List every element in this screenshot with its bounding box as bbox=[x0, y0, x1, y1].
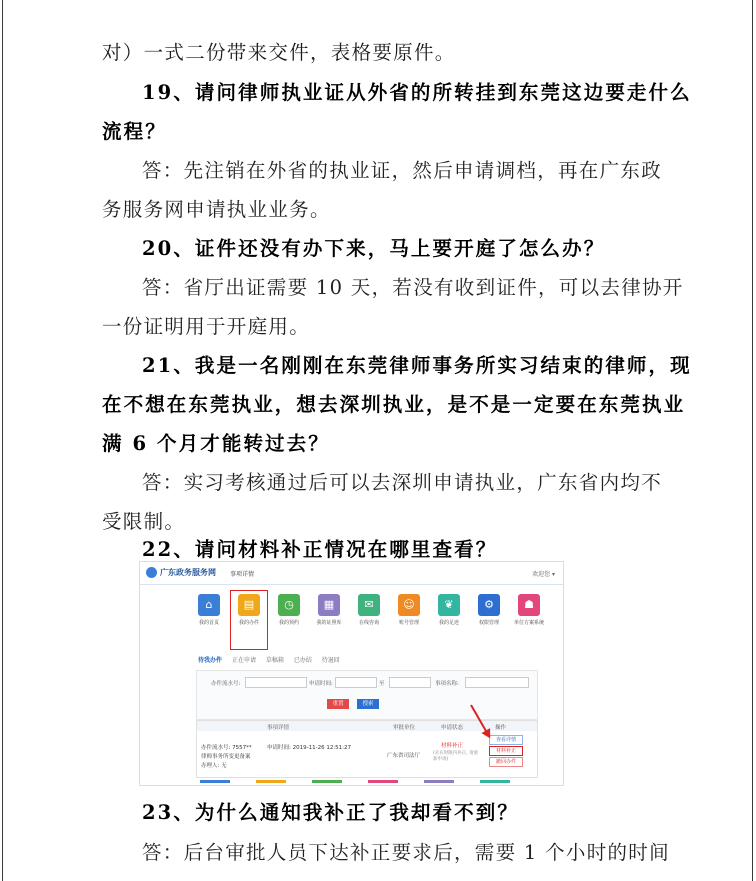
color-bar bbox=[200, 780, 230, 783]
filter-label: 至 bbox=[379, 681, 385, 687]
user-menu: 欢迎您 ▾ bbox=[532, 571, 555, 578]
footer-color-bars bbox=[200, 780, 540, 783]
highlight-box bbox=[230, 590, 268, 650]
footprint-icon: ❦ bbox=[438, 594, 460, 616]
tab-returned: 待退回 bbox=[321, 657, 340, 664]
row-unit: 广东省司法厅 bbox=[387, 753, 421, 759]
icon-footprint bbox=[430, 594, 468, 626]
icon-home bbox=[190, 594, 228, 626]
filter-label: 办件流水号: bbox=[211, 681, 241, 687]
withdraw-button: 撤回办件 bbox=[489, 757, 523, 767]
question-21-line2: 在不想在东莞执业，想去深圳执业，是不是一定要在东莞执业 bbox=[102, 393, 686, 416]
question-19-line1: 19、请问律师执业证从外省的所转挂到东莞这边要走什么 bbox=[142, 81, 692, 104]
text-line: 对）一式二份带来交件，表格要原件。 bbox=[102, 41, 456, 64]
row-time: 申请时间: 2019-11-26 12:51:27 bbox=[267, 745, 352, 751]
breadcrumb: 事项详情 bbox=[230, 571, 255, 578]
color-bar bbox=[424, 780, 454, 783]
color-bar bbox=[256, 780, 286, 783]
embedded-screenshot bbox=[140, 562, 563, 785]
filter-panel bbox=[196, 670, 538, 720]
status-tabs bbox=[198, 655, 348, 664]
row-handler: 办理人: 无 bbox=[201, 763, 227, 769]
row-serial: 办件流水号: 7557** bbox=[201, 745, 252, 751]
header-status: 申请状态 bbox=[441, 725, 464, 731]
search-button: 搜索 bbox=[357, 699, 379, 709]
filter-label: 事项名称: bbox=[435, 681, 459, 687]
icon-label: 我的办件 bbox=[238, 620, 259, 626]
question-20: 20、证件还没有办下来，马上要开庭了怎么办？ bbox=[142, 237, 606, 260]
answer-20-line2: 一份证明用于开庭用。 bbox=[102, 315, 311, 338]
icon-certificates bbox=[310, 594, 348, 626]
reset-button: 重置 bbox=[327, 699, 349, 709]
question-19-line2: 流程？ bbox=[102, 120, 167, 143]
clock-icon: ◷ bbox=[278, 594, 300, 616]
person-icon: ☗ bbox=[518, 594, 540, 616]
home-icon: ⌂ bbox=[198, 594, 220, 616]
answer-19-line2: 务服务网申请执业业务。 bbox=[102, 198, 331, 221]
serial-input bbox=[245, 677, 307, 688]
document-icon: ▤ bbox=[238, 594, 260, 616]
folder-icon: ▦ bbox=[318, 594, 340, 616]
icon-unit-system bbox=[510, 594, 548, 626]
icon-appointments bbox=[270, 594, 308, 626]
view-details-button: 查看详情 bbox=[489, 735, 523, 745]
icon-consult bbox=[350, 594, 388, 626]
tab-applying: 正在申请 bbox=[231, 657, 256, 664]
question-21-line1: 21、我是一名刚刚在东莞律师事务所实习结束的律师，现 bbox=[142, 354, 692, 377]
icon-label: 我的首页 bbox=[198, 620, 219, 626]
icon-label: 我的预约 bbox=[278, 620, 299, 626]
icon-label: 权限管理 bbox=[478, 620, 499, 626]
tab-drafts: 草稿箱 bbox=[265, 657, 284, 664]
tab-done: 已办结 bbox=[293, 657, 312, 664]
row-item: 律师事务所变更备案 bbox=[201, 754, 251, 760]
gear-icon: ⚙ bbox=[478, 594, 500, 616]
question-22: 22、请问材料补正情况在哪里查看？ bbox=[142, 538, 498, 561]
icon-label: 我的足迹 bbox=[438, 620, 459, 626]
color-bar bbox=[312, 780, 342, 783]
answer-21-line1: 答：实习考核通过后可以去深圳申请执业，广东省内均不 bbox=[142, 471, 663, 494]
question-21-line3: 满 6 个月才能转过去？ bbox=[102, 432, 330, 455]
icon-account bbox=[390, 594, 428, 626]
page-border-right bbox=[752, 0, 753, 881]
header-item: 事项详情 bbox=[267, 725, 290, 731]
icon-label: 我的证照库 bbox=[316, 620, 342, 626]
icon-label: 账号管理 bbox=[398, 620, 419, 626]
item-name-input bbox=[465, 677, 529, 688]
date-from-input bbox=[335, 677, 377, 688]
header-ops: 操作 bbox=[495, 725, 507, 731]
question-23: 23、为什么通知我补正了我却看不到？ bbox=[142, 801, 519, 824]
row-status-note: (未在时限内补正, 请重新申请) bbox=[433, 751, 479, 762]
color-bar bbox=[368, 780, 398, 783]
answer-19-line1: 答：先注销在外省的执业证，然后申请调档，再在广东政 bbox=[142, 159, 663, 182]
page-border-left bbox=[2, 0, 3, 881]
date-to-input bbox=[389, 677, 431, 688]
answer-21-line2: 受限制。 bbox=[102, 510, 186, 533]
icon-label: 单位方案系统 bbox=[513, 620, 544, 626]
screenshot-header bbox=[140, 562, 563, 585]
user-icon: ☺ bbox=[398, 594, 420, 616]
tab-pending: 待我办件 bbox=[198, 657, 223, 664]
color-bar bbox=[480, 780, 510, 783]
mail-icon: ✉ bbox=[358, 594, 380, 616]
icon-label: 在线咨询 bbox=[358, 620, 379, 626]
portal-brand: 广东政务服务网 bbox=[160, 568, 216, 577]
material-correction-button: 材料补正 bbox=[489, 746, 523, 756]
filter-label: 申请时间: bbox=[309, 681, 333, 687]
answer-23-line1: 答：后台审批人员下达补正要求后，需要 1 个小时的时间 bbox=[142, 841, 670, 864]
portal-logo-icon bbox=[146, 567, 157, 578]
header-unit: 审批单位 bbox=[393, 725, 416, 731]
row-status: 材料补正 bbox=[441, 743, 464, 749]
icon-permissions bbox=[470, 594, 508, 626]
answer-20-line1: 答：省厅出证需要 10 天，若没有收到证件，可以去律协开 bbox=[142, 276, 684, 299]
